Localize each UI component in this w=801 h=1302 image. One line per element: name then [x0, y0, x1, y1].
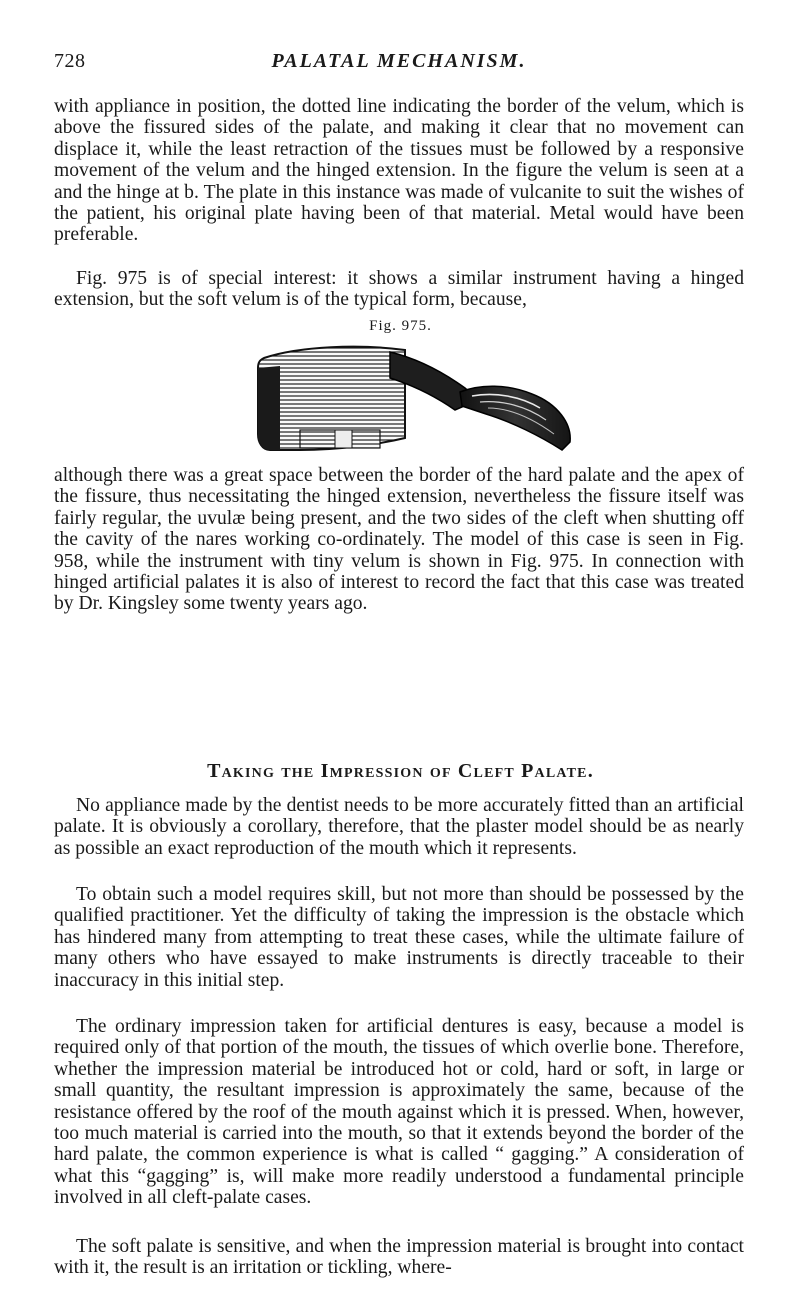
paragraph-3: although there was a great space between the border of the hard palate and the apex of the fissure, thus necessitating the hinged extension, nevertheless the fissure itself was fairly regular, the uvulæ being present, and the two sides of the cleft when shutting off the cavity of the nares working co-ordinately. The model of this case is seen in Fig. 958, while the instrument with tiny velum is shown in Fig. 975. In connection with hinged artificial palates it is also of interest to record the fact that this case was treated by Dr. Kingsley some twenty years ago.: [54, 465, 744, 615]
figure-caption: Fig. 975.: [369, 318, 432, 334]
paragraph-4: No appliance made by the dentist needs to be more accurately fitted than an artificial palate. It is obviously a corollary, therefore, that the plaster model should be as nearly as possible an exact reproduction of the mouth which it represents.: [54, 795, 744, 859]
section-heading: Taking the Impression of Cleft Palate.: [207, 760, 594, 782]
hinged-palate-instrument-icon: [240, 338, 580, 456]
paragraph-6: The ordinary impression taken for artificial dentures is easy, because a model is required only of that portion of the mouth, the tissues of which overlie bone. Therefore, whether the impression material be introduced hot or cold, hard or soft, in large or small quantity, the resultant impression is approximately the same, because of the resistance offered by the roof of the mouth against which it is pressed. When, however, too much material is carried into the mouth, so that it extends beyond the border of the hard palate, the common experience is what is called “ gagging.” A consideration of what this “gagging” is, will make more readily understood a fundamental principle involved in all cleft-palate cases.: [54, 1016, 744, 1209]
page-number: 728: [54, 50, 86, 72]
paragraph-7: The soft palate is sensitive, and when the impression material is brought into contact with it, the result is an irritation or tickling, where-: [54, 1236, 744, 1279]
chapter-title: PALATAL MECHANISM.: [271, 50, 527, 72]
paragraph-2: Fig. 975 is of special interest: it shows a similar instrument having a hinged extension, but the soft velum is of the typical form, because,: [54, 268, 744, 311]
paragraph-5: To obtain such a model requires skill, but not more than should be possessed by the qualified practitioner. Yet the difficulty of taking the impression is the obstacle which has hindered many from attempting to treat these cases, while the ultimate failure of many others who have essayed to make instruments is directly traceable to their inaccuracy in this initial step.: [54, 884, 744, 991]
paragraph-1: with appliance in position, the dotted line indicating the border of the velum, which is above the fissured sides of the palate, and making it clear that no movement can displace it, while the least retraction of the tissues must be followed by a responsive movement of the velum and the hinged extension. In the figure the velum is seen at a and the hinge at b. The plate in this instance was made of vulcanite to suit the wishes of the patient, his original plate having been of that material. Metal would have been preferable.: [54, 96, 744, 246]
running-head: [54, 50, 744, 80]
